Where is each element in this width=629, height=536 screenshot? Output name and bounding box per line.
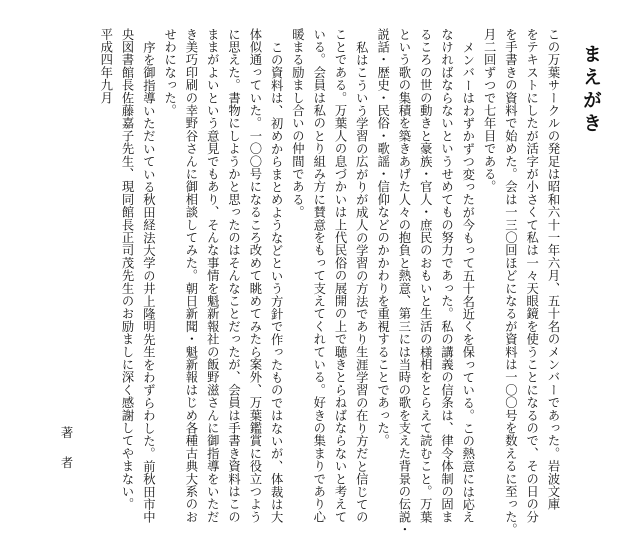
text-line: に思えた。書物にしようかと思ったのはそんなことだったが、会員は手書き資料はこの — [226, 28, 241, 524]
text-line: をテキストにしたが活字が小さくて私は一々天眼鏡を使うことになるので、その日の分 — [524, 28, 539, 524]
preface-body — [94, 28, 563, 536]
text-line: 序を御指導いただいている秋田経法大学の井上隆明先生をわずらわした。前秋田市中 — [141, 41, 156, 524]
text-line: き美巧印刷の幸野谷さんに御相談してみた。朝日新聞・魁新報はじめ各種古典大系のお — [183, 28, 198, 524]
author-signature: 著者 — [59, 426, 73, 487]
page-title: まえがき — [580, 44, 602, 136]
text-line: 央図書館長佐藤嘉子先生、現同館長正司茂先生のお励ましに深く感謝してやまない。 — [120, 28, 135, 511]
text-line: なければならないというせめてもの努力であった。私の講義の信条は、律令体制の固ま — [439, 28, 454, 524]
text-line: ことである。万葉人の息づかいは上代民俗の展開の上で聴きとらねばならないと考えて — [333, 28, 348, 524]
text-line: 私はこういう学習の広がりが成人の学習の方法であり生涯学習の在り方だと信じての — [354, 41, 369, 524]
text-line: るころの世の動きと豪族・官人・庶民のおもいと生活の様相をとらえて読むこと。万葉 — [418, 28, 433, 524]
date-line: 平成四年九月 — [98, 28, 113, 105]
text-line: 暖まる励まし合いの仲間である。 — [290, 28, 305, 219]
text-line: 月二回ずつで七年目である。 — [482, 28, 497, 194]
text-line: 体似通っていた。一〇〇号になるころ改めて眺めてみたら案外、万葉鑑賞に役立つよう — [247, 28, 262, 524]
text-line: この万葉サークルの発足は昭和六十一年六月、五十名のメンバーであった。岩波文庫 — [546, 28, 560, 511]
text-line: という歌の集積を築きあげた人々の抱負と熱意、第三には当時の歌を支えた背景の伝説・ — [396, 28, 411, 536]
text-line: いる。会員は私のとり組み方に賛意をもって支えてくれている。好きの集まりであり心 — [311, 28, 326, 524]
text-line: ままがよいという意見でもあり、そんな事情を魁新報社の飯野滋さんに御指導をいただ — [205, 28, 220, 524]
text-line: せわになった。 — [162, 28, 177, 117]
text-line: を手書きの資料で始めた。会は一三〇回ほどになるが資料は一〇〇号を数えるに至った。 — [503, 28, 518, 536]
text-line: この資料は、初めからまとめようなどという方針で作ったものではないが、体裁は大 — [269, 41, 284, 524]
text-line: メンバーはわずかずつ変ったが今もって五十名近くを保っている。この熱意には応え — [460, 41, 475, 524]
text-line: 説話・歴史・民俗・歌謡・信仰などのかかわりを重視することであった。 — [375, 28, 390, 448]
